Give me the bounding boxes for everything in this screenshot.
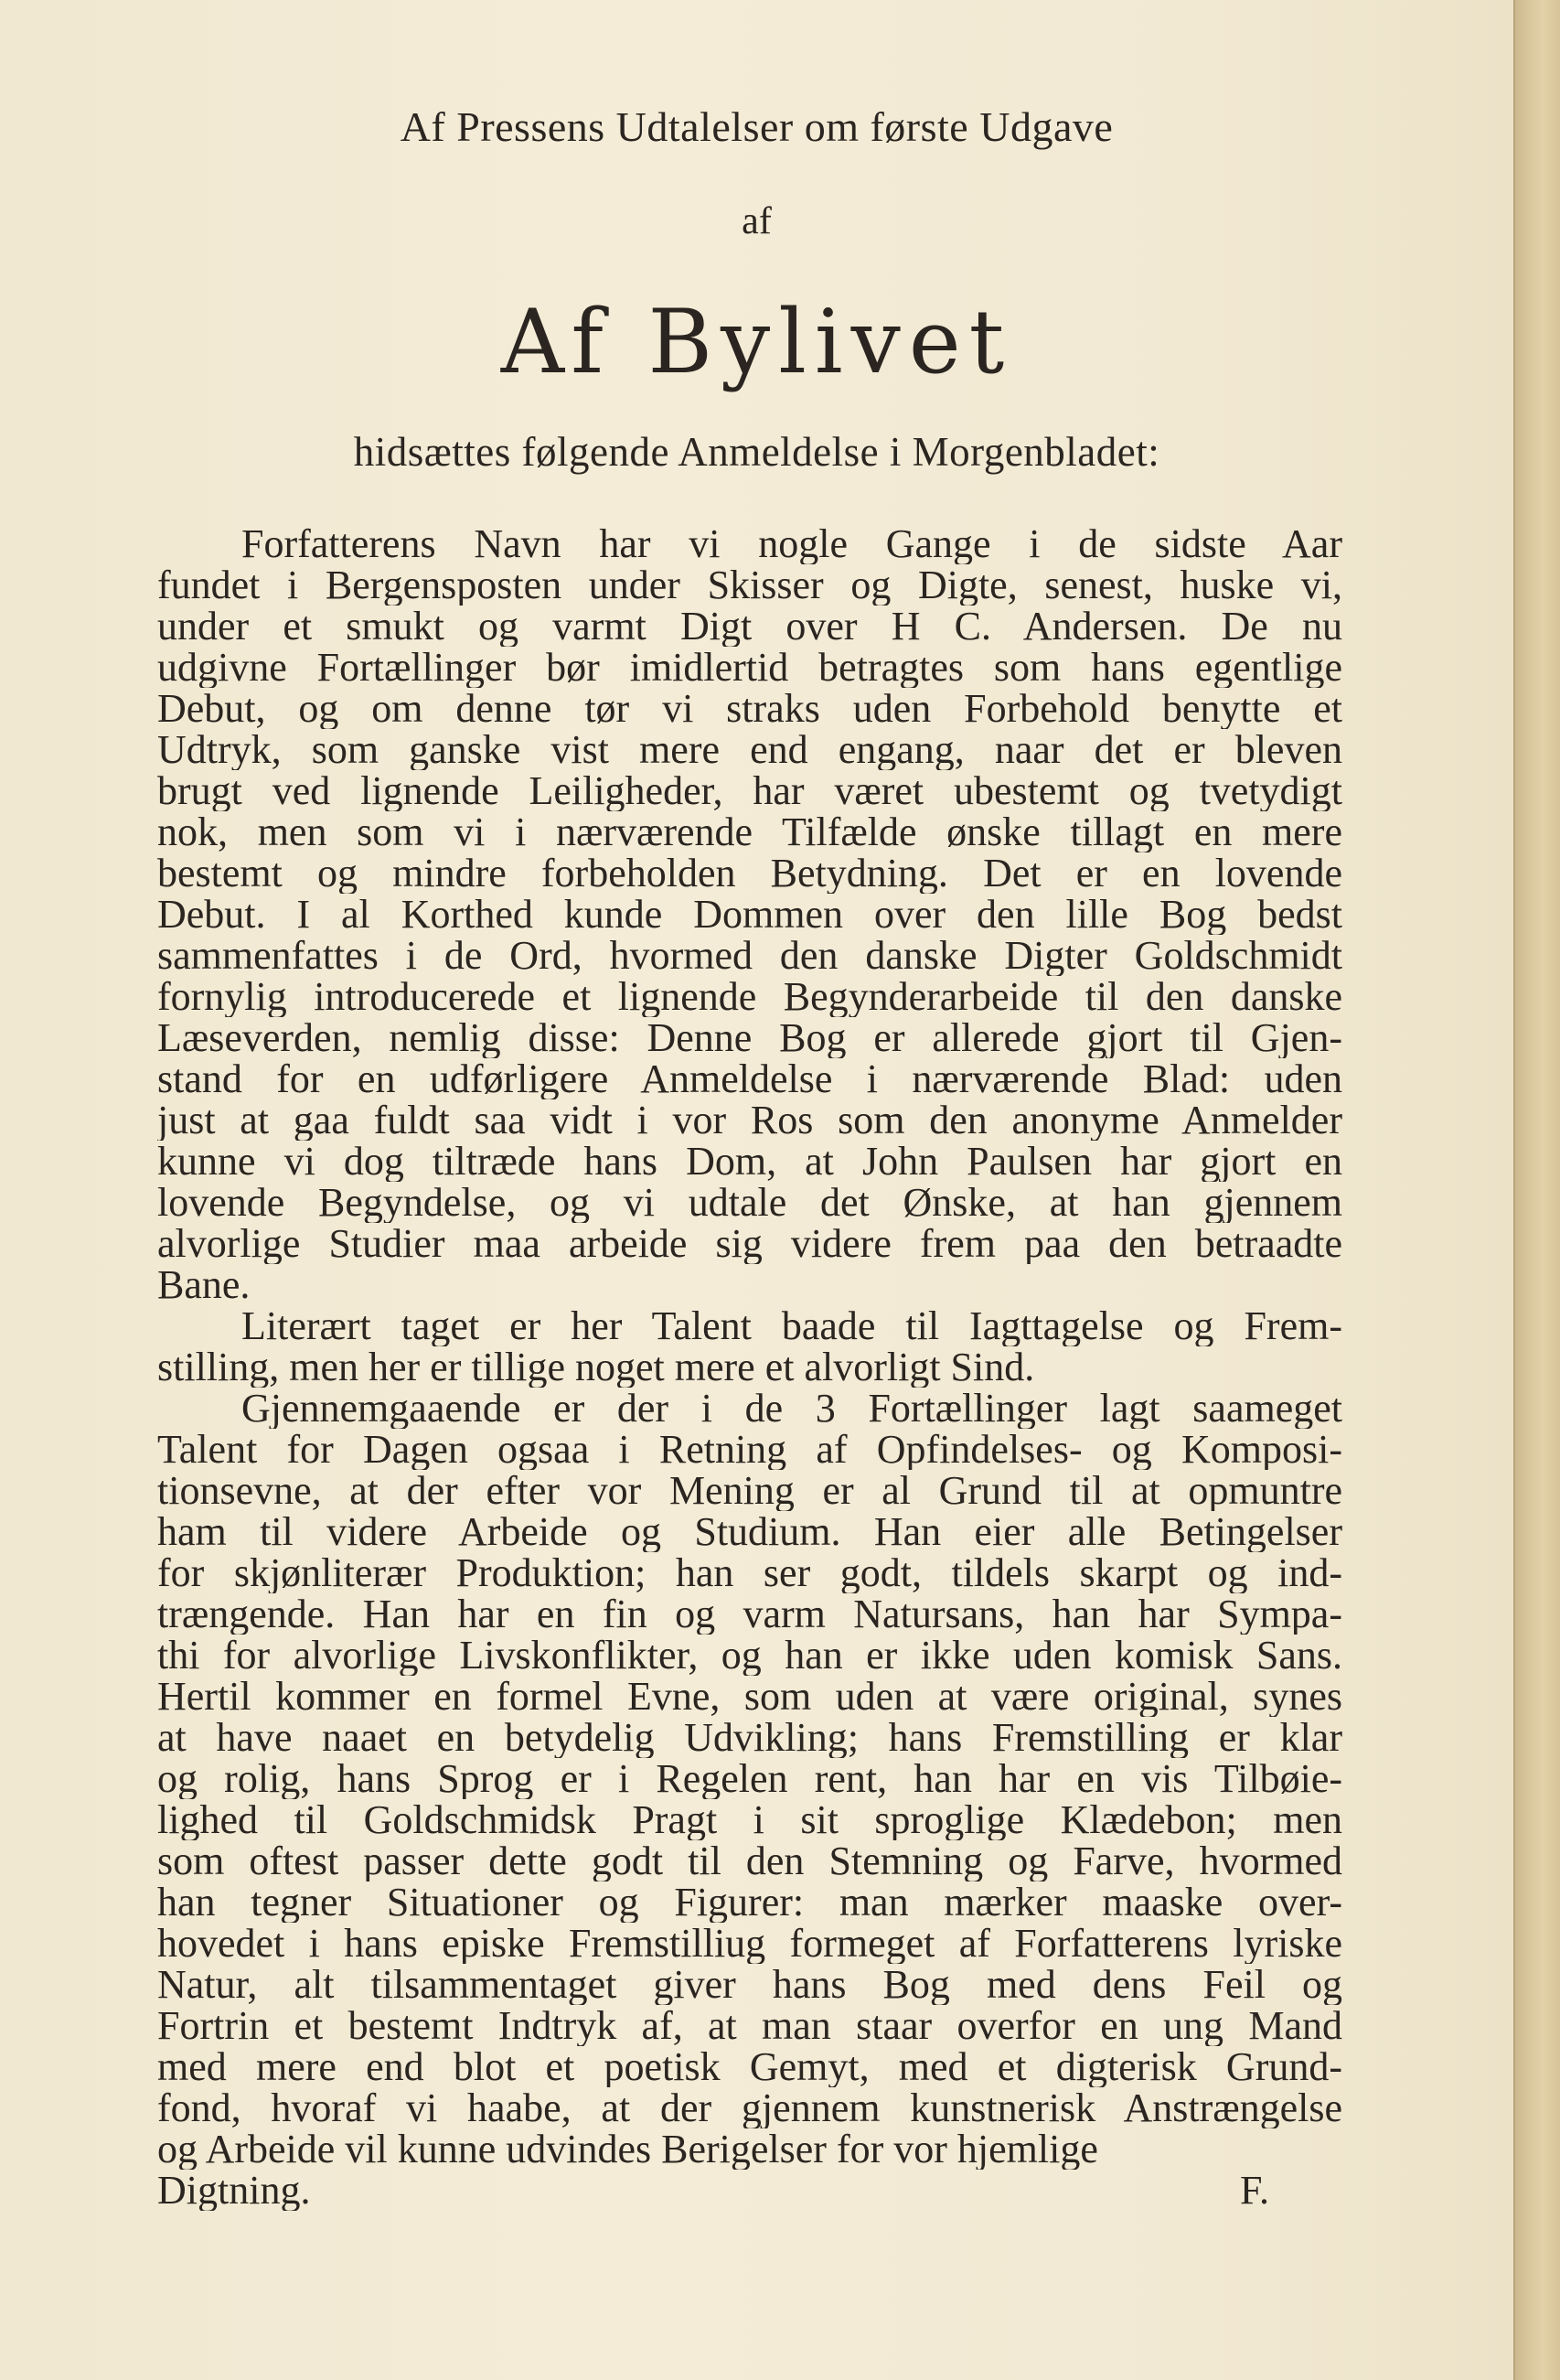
text-line: alvorlige Studier maa arbeide sig videre frem paa den betraadte (157, 1223, 1342, 1264)
text-line: og rolig, hans Sprog er i Regelen rent, han har en vis Tilbøie- (157, 1758, 1342, 1799)
text-line: just at gaa fuldt saa vidt i vor Ros som den anonyme Anmelder (157, 1099, 1342, 1141)
text-line: Talent for Dagen ogsaa i Retning af Opfindelses- og Komposi- (157, 1429, 1342, 1470)
text-line: nok, men som vi i nærværende Tilfælde ønske tillagt en mere (157, 811, 1342, 852)
text-line: fundet i Bergensposten under Skisser og Digte, senest, huske vi, (157, 564, 1342, 606)
intro-line: hidsættes følgende Anmeldelse i Morgenbladet: (353, 429, 1160, 475)
text-line: og Arbeide vil kunne udvindes Berigelser for vor hjemlige (157, 2128, 1098, 2170)
text-line: stand for en udførligere Anmeldelse i nærværende Blad: uden (157, 1058, 1342, 1099)
text-line: under et smukt og varmt Digt over H C. Andersen. De nu (157, 606, 1342, 647)
text-line: som oftest passer dette godt til den Stemning og Farve, hvormed (157, 1840, 1342, 1881)
text-line: Gjennemgaaende er der i de 3 Fortællinger lagt saameget (241, 1388, 1342, 1429)
text-line: at have naaet en betydelig Udvikling; hans Fremstilling er klar (157, 1717, 1342, 1758)
text-line: brugt ved lignende Leiligheder, har været ubestemt og tvetydigt (157, 770, 1342, 811)
text-line: med mere end blot et poetisk Gemyt, med et digterisk Grund- (157, 2046, 1342, 2087)
text-line: kunne vi dog tiltræde hans Dom, at John Paulsen har gjort en (157, 1141, 1342, 1182)
text-line: hovedet i hans episke Fremstilliug formeget af Forfatterens lyriske (157, 1923, 1342, 1964)
book-title: Af Bylivet (500, 291, 1013, 393)
page-edge (1513, 0, 1560, 2380)
text-line: fornylig introducerede et lignende Begynderarbeide til den danske (157, 976, 1342, 1017)
text-line: Fortrin et bestemt Indtryk af, at man staar overfor en ung Mand (157, 2005, 1342, 2046)
text-line: for skjønliterær Produktion; han ser godt, tildels skarpt og ind- (157, 1552, 1342, 1593)
text-line: Bane. (157, 1264, 251, 1305)
text-line: Hertil kommer en formel Evne, som uden at være original, synes (157, 1676, 1342, 1717)
text-line: Udtryk, som ganske vist mere end engang, naar det er bleven (157, 729, 1342, 770)
text-line: stilling, men her er tillige noget mere et alvorligt Sind. (157, 1346, 1035, 1388)
text-line: thi for alvorlige Livskonflikter, og han er ikke uden komisk Sans. (157, 1635, 1342, 1676)
text-line: Debut. I al Korthed kunde Dommen over den lille Bog bedst (157, 894, 1342, 935)
press-heading: Af Pressens Udtalelser om første Udgave (400, 103, 1114, 150)
text-line: Literært taget er her Talent baade til Iagttagelse og Frem- (241, 1305, 1342, 1346)
text-line: bestemt og mindre forbeholden Betydning. Det er en lovende (157, 852, 1342, 894)
text-line: Debut, og om denne tør vi straks uden Forbehold benytte et (157, 688, 1342, 729)
text-line: Læseverden, nemlig disse: Denne Bog er allerede gjort til Gjen- (157, 1017, 1342, 1058)
signature: F. (1240, 2170, 1269, 2211)
text-line: han tegner Situationer og Figurer: man mærker maaske over- (157, 1881, 1342, 1923)
text-line: Natur, alt tilsammentaget giver hans Bog med dens Feil og (157, 1964, 1342, 2005)
review-text (157, 523, 1342, 2211)
text-line: fond, hvoraf vi haabe, at der gjennem kunstnerisk Anstrængelse (157, 2087, 1342, 2128)
text-line: udgivne Fortællinger bør imidlertid betragtes som hans egentlige (157, 647, 1342, 688)
text-line: lovende Begyndelse, og vi udtale det Ønske, at han gjennem (157, 1182, 1342, 1223)
text-line: Forfatterens Navn har vi nogle Gange i de sidste Aar (241, 523, 1342, 564)
closing-text: Digtning. (157, 2170, 311, 2211)
text-line: tionsevne, at der efter vor Mening er al Grund til at opmuntre (157, 1470, 1342, 1511)
heading-af: af (742, 200, 772, 242)
closing-line (157, 2170, 1342, 2211)
text-line: ham til videre Arbeide og Studium. Han eier alle Betingelser (157, 1511, 1342, 1552)
text-line: sammenfattes i de Ord, hvormed den danske Digter Goldschmidt (157, 935, 1342, 976)
text-line: trængende. Han har en fin og varm Natursans, han har Sympa- (157, 1593, 1342, 1635)
text-line: lighed til Goldschmidsk Pragt i sit sproglige Klædebon; men (157, 1799, 1342, 1840)
